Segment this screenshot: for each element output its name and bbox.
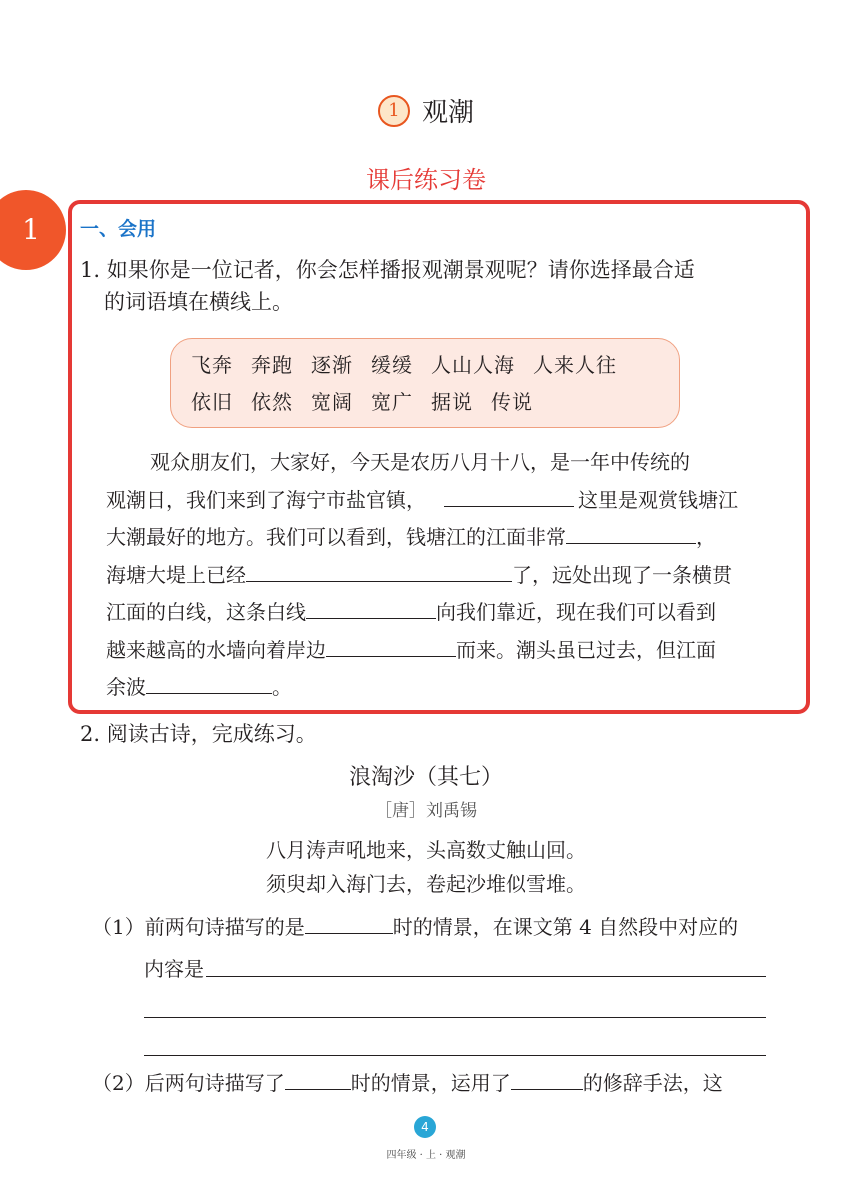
passage-line: 观众朋友们，大家好，今天是农历八月十八，是一年中传统的 xyxy=(150,450,690,474)
question-1 xyxy=(80,254,780,318)
word-option: 人来人往 xyxy=(533,353,617,377)
sub-question-1-cont: 内容是 xyxy=(144,957,204,981)
passage-line: 海塘大堤上已经 了，远处出现了一条横贯 xyxy=(106,562,732,587)
answer-blank[interactable] xyxy=(306,598,436,619)
question-1-line1: 1. 如果你是一位记者，你会怎样播报观潮景观呢？请你选择最合适 xyxy=(80,258,695,282)
word-option: 依旧 xyxy=(191,390,233,414)
answer-blank[interactable] xyxy=(444,486,574,507)
poem-line: 须臾却入海门去，卷起沙堆似雪堆。 xyxy=(266,872,586,896)
poem-title: 浪淘沙（其七） xyxy=(348,765,503,790)
word-option: 宽阔 xyxy=(311,390,353,414)
poem-author: ［唐］刘禹锡 xyxy=(375,801,477,821)
worksheet-subtitle: 课后练习卷 xyxy=(366,166,486,194)
sub-question-2: （2）后两句诗描写了 时的情景，运用了 的修辞手法，这 xyxy=(92,1071,723,1095)
passage-line: 越来越高的水墙向着岸边 而来。潮头虽已过去，但江面 xyxy=(106,637,716,662)
section-heading: 一、会用 xyxy=(80,218,157,240)
poem-line: 八月涛声吼地来，头高数丈触山回。 xyxy=(266,838,586,862)
word-option: 逐渐 xyxy=(311,353,353,377)
word-bank-row1 xyxy=(191,347,659,384)
answer-blank[interactable] xyxy=(246,561,512,582)
passage-line: 大潮最好的地方。我们可以看到，钱塘江的江面非常 ， xyxy=(106,525,716,549)
word-option: 人山人海 xyxy=(431,353,515,377)
page-title xyxy=(0,92,852,129)
passage-line: 江面的白线，这条白线 向我们靠近，现在我们可以看到 xyxy=(106,600,716,624)
answer-line[interactable] xyxy=(206,976,766,977)
word-option: 奔跑 xyxy=(251,353,293,377)
word-option: 宽广 xyxy=(371,390,413,414)
passage-line: 观潮日，我们来到了海宁市盐官镇， 这里是观赏钱塘江 xyxy=(106,487,738,512)
answer-line[interactable] xyxy=(144,1055,766,1056)
word-option: 依然 xyxy=(251,390,293,414)
word-bank-row2 xyxy=(191,384,659,421)
sub-question-1: （1）前两句诗描写的是 时的情景，在课文第 4 自然段中对应的 xyxy=(92,915,739,939)
lesson-number-badge: 1 xyxy=(378,95,410,127)
page-number: 4 xyxy=(414,1116,436,1138)
sub-question-number: （2） xyxy=(92,1071,145,1095)
answer-blank[interactable] xyxy=(305,913,393,934)
question-2-prompt: 2. 阅读古诗，完成练习。 xyxy=(80,722,317,746)
answer-blank[interactable] xyxy=(326,636,456,657)
answer-blank[interactable] xyxy=(511,1069,583,1090)
question-1-line2: 的词语填在横线上。 xyxy=(104,290,293,314)
word-option: 飞奔 xyxy=(191,353,233,377)
sub-question-number: （1） xyxy=(92,915,145,939)
word-option: 传说 xyxy=(491,390,533,414)
page-footer: 四年级 · 上 · 观潮 xyxy=(386,1150,466,1161)
word-bank xyxy=(170,338,680,428)
lesson-title: 观潮 xyxy=(421,98,474,128)
fill-in-passage xyxy=(106,444,776,707)
answer-blank[interactable] xyxy=(566,523,696,544)
answer-blank[interactable] xyxy=(285,1069,351,1090)
word-option: 据说 xyxy=(431,390,473,414)
passage-line: 余波 。 xyxy=(106,675,292,699)
annotation-marker: 1 xyxy=(0,190,66,270)
answer-blank[interactable] xyxy=(146,673,272,694)
word-option: 缓缓 xyxy=(371,353,413,377)
answer-line[interactable] xyxy=(144,1017,766,1018)
